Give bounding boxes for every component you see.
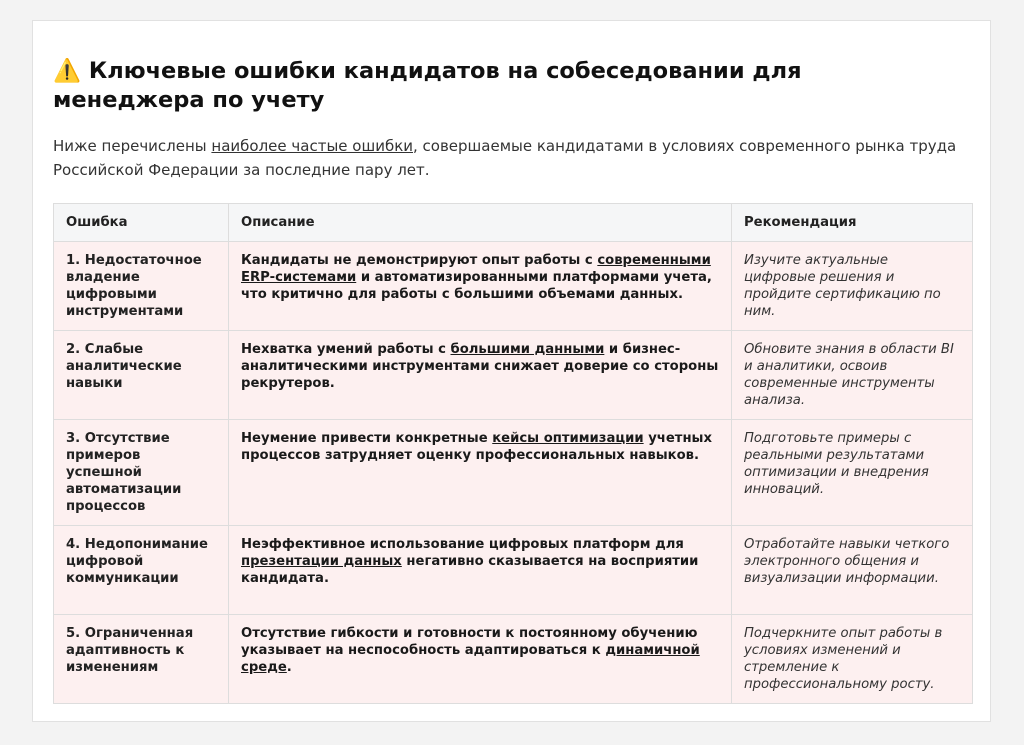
header-error: Ошибка bbox=[54, 204, 229, 242]
description-cell bbox=[229, 331, 732, 420]
desc-underlined: современными ERP-системами bbox=[241, 253, 711, 285]
error-cell: 3. Отсутствие примеров успешной автоматизации процессов bbox=[54, 420, 229, 526]
desc-text: Неэффективное использование цифровых платформ для bbox=[241, 537, 684, 552]
desc-text: . bbox=[286, 660, 292, 675]
desc-text: негативно сказывается на восприятии кандидата. bbox=[241, 554, 699, 586]
recommendation-cell: Отработайте навыки четкого электронного общения и визуализации информации. bbox=[732, 526, 973, 615]
recommendation-cell: Обновите знания в области BI и аналитики, освоив современные инструменты анализа. bbox=[732, 331, 973, 420]
mistakes-table bbox=[53, 203, 973, 704]
error-cell: 1. Недостаточное владение цифровыми инструментами bbox=[54, 242, 229, 331]
desc-underlined: презентации данных bbox=[241, 554, 402, 569]
intro-text-end: , совершаемые кандидатами в условиях современного рынка труда Российской Федерации за последние пару лет. bbox=[53, 137, 957, 179]
intro-paragraph bbox=[53, 134, 973, 182]
description-cell bbox=[229, 615, 732, 704]
desc-underlined: динамичной среде bbox=[241, 643, 700, 675]
recommendation-cell: Изучите актуальные цифровые решения и пройдите сертификацию по ним. bbox=[732, 242, 973, 331]
recommendation-cell: Подготовьте примеры с реальными результатами оптимизации и внедрения инноваций. bbox=[732, 420, 973, 526]
intro-text-start: Ниже перечислены bbox=[53, 137, 212, 155]
description-cell bbox=[229, 420, 732, 526]
recommendation-cell: Подчеркните опыт работы в условиях изменений и стремление к профессиональному росту. bbox=[732, 615, 973, 704]
desc-text: и бизнес-аналитическими инструментами снижает доверие со стороны рекрутеров. bbox=[241, 342, 719, 391]
desc-underlined: кейсы оптимизации bbox=[492, 431, 644, 446]
desc-text: Неумение привести конкретные bbox=[241, 431, 493, 446]
error-cell: 4. Недопонимание цифровой коммуникации bbox=[54, 526, 229, 615]
description-cell bbox=[229, 242, 732, 331]
error-cell: 5. Ограниченная адаптивность к изменениям bbox=[54, 615, 229, 704]
description-cell bbox=[229, 526, 732, 615]
page-title: ⚠️ Ключевые ошибки кандидатов на собеседовании для менеджера по учету bbox=[53, 58, 802, 113]
table-header-row bbox=[54, 204, 973, 242]
desc-text: Отсутствие гибкости и готовности к постоянному обучению указывает на неспособность адаптироваться к bbox=[241, 626, 698, 658]
header-recommendation: Рекомендация bbox=[732, 204, 973, 242]
table-row bbox=[54, 526, 973, 615]
table-row bbox=[54, 420, 973, 526]
desc-text: Кандидаты не демонстрируют опыт работы с bbox=[241, 253, 598, 268]
content-card bbox=[32, 20, 991, 722]
desc-text: и автоматизированными платформами учета, что критично для работы с большими объемами данных. bbox=[241, 270, 712, 302]
desc-underlined: большими данными bbox=[450, 342, 605, 357]
table-row bbox=[54, 615, 973, 704]
desc-text: учетных процессов затрудняет оценку профессиональных навыков. bbox=[241, 431, 712, 463]
error-cell: 2. Слабые аналитические навыки bbox=[54, 331, 229, 420]
table-row bbox=[54, 331, 973, 420]
table-row bbox=[54, 242, 973, 331]
intro-underlined-phrase: наиболее частые ошибки bbox=[211, 137, 413, 155]
header-description: Описание bbox=[229, 204, 732, 242]
desc-text: Нехватка умений работы с bbox=[241, 342, 451, 357]
